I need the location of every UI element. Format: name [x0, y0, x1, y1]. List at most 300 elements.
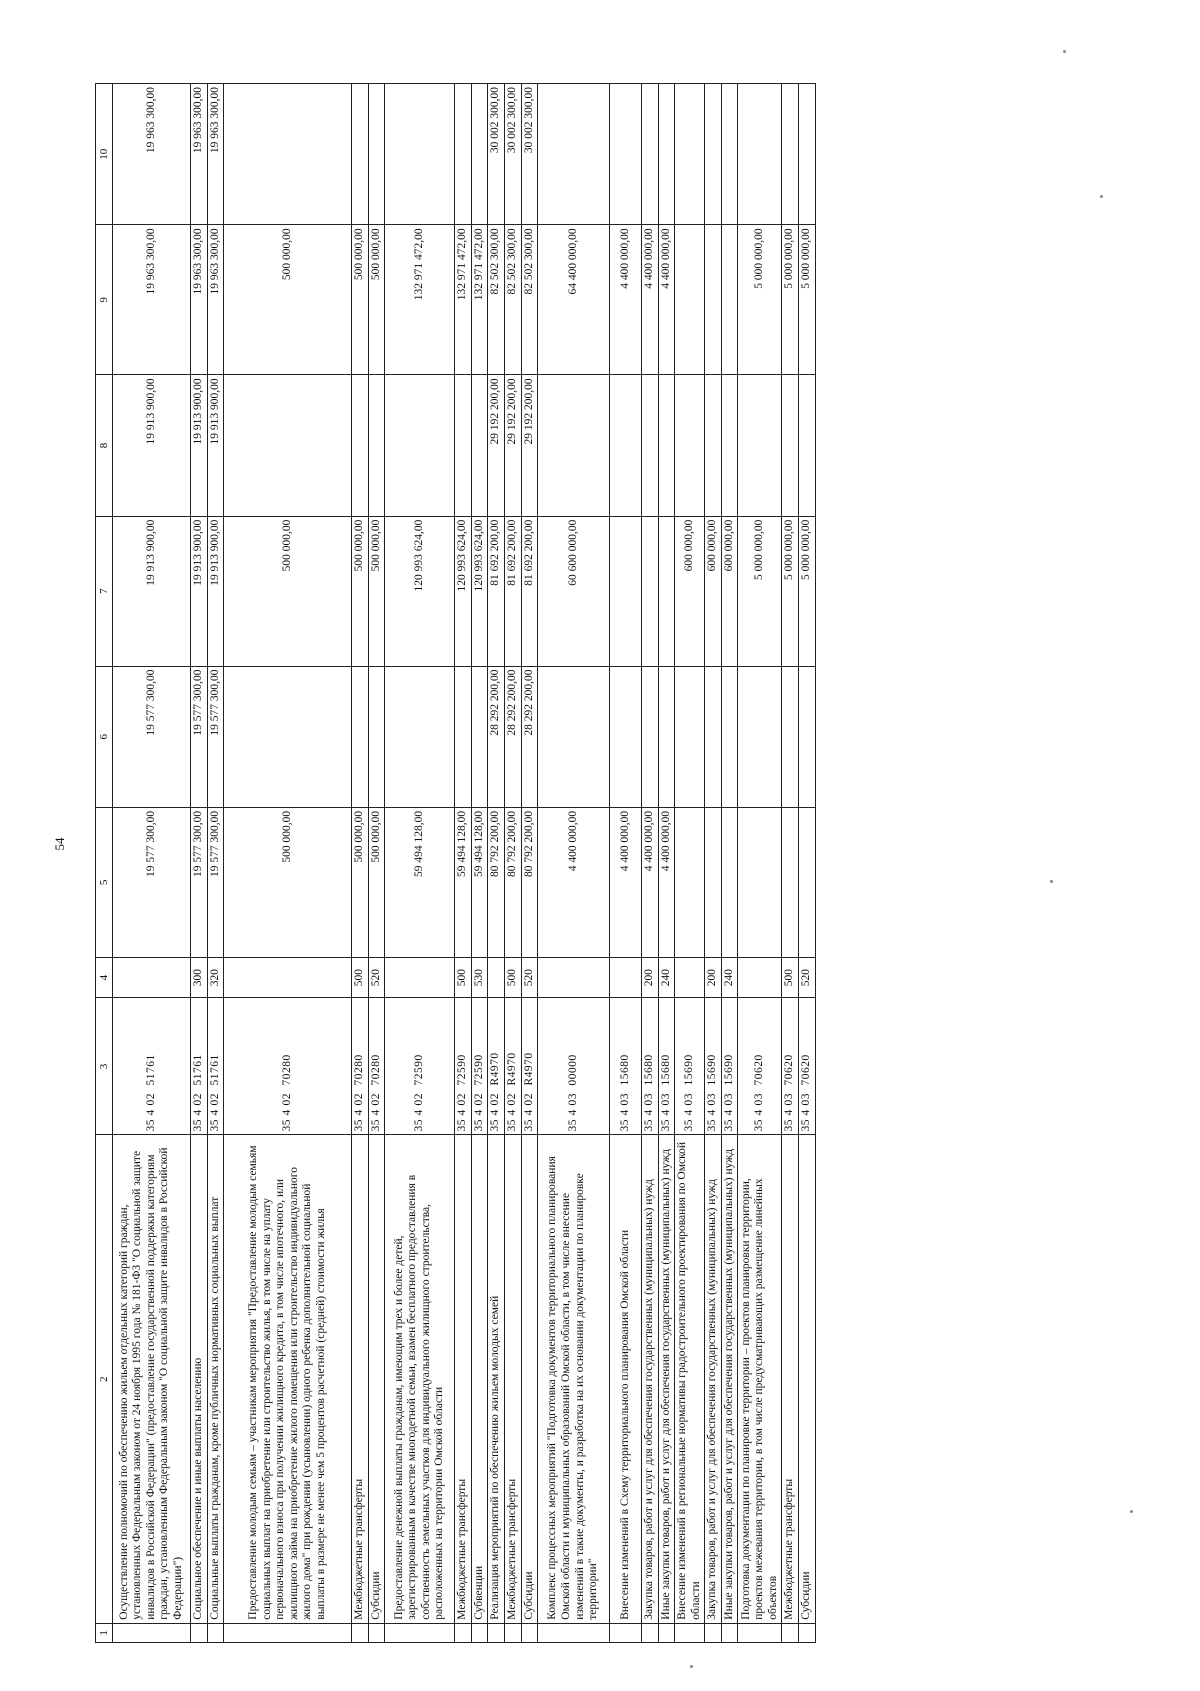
row-index-cell [455, 1623, 472, 1642]
code-part: 15680 [643, 1054, 656, 1086]
code-part: 35 [353, 1118, 366, 1132]
row-name: Закупка товаров, работ и услуг для обеспечения государственных (муниципальных) нужд [642, 1135, 659, 1623]
row-name: Межбюджетные трансферты [782, 1135, 799, 1623]
code-part: 15690 [722, 1054, 735, 1086]
row-amount-v6: 28 292 200,00 [521, 666, 538, 807]
code-part: 35 [192, 1118, 204, 1132]
row-amount-v5 [738, 807, 782, 957]
row-amount-v9: 19 963 300,00 [191, 225, 208, 375]
code-part: 03 [682, 1092, 695, 1106]
row-amount-v7: 120 993 624,00 [455, 516, 472, 666]
row-expense-type: 200 [642, 957, 659, 998]
row-expense-type: 320 [207, 957, 224, 998]
code-part: 70620 [800, 1054, 812, 1086]
code-part: 4 [682, 1109, 695, 1116]
code-part: 03 [566, 1092, 579, 1106]
row-code [610, 998, 642, 1135]
row-amount-v6: 28 292 200,00 [488, 666, 505, 807]
row-amount-v8 [352, 375, 369, 516]
row-code [538, 998, 610, 1135]
row-amount-v6: 19 577 300,00 [207, 666, 224, 807]
row-amount-v8 [705, 375, 722, 516]
row-amount-v8 [610, 375, 642, 516]
code-part: 4 [722, 1109, 735, 1116]
code-part: 72590 [412, 1054, 425, 1086]
table-body [113, 84, 816, 1643]
row-index-cell [368, 1623, 385, 1642]
code-part: 02 [472, 1092, 485, 1106]
row-index-cell [610, 1623, 642, 1642]
row-amount-v10 [721, 84, 738, 225]
row-amount-v5: 500 000,00 [224, 807, 352, 957]
table-row [675, 84, 705, 1643]
row-amount-v7: 5 000 000,00 [782, 516, 799, 666]
code-part: 70620 [753, 1054, 766, 1086]
row-name: Социальные выплаты гражданам, кроме публичных нормативных социальных выплат [207, 1135, 224, 1623]
row-index-cell [799, 1623, 816, 1642]
row-expense-type [113, 957, 191, 998]
table-row [538, 84, 610, 1643]
code-part: 4 [369, 1109, 382, 1116]
header-cell-2: 2 [96, 1135, 113, 1623]
code-part: 15690 [706, 1054, 719, 1086]
code-part: 02 [192, 1092, 204, 1106]
row-amount-v7: 600 000,00 [721, 516, 738, 666]
row-amount-v9: 132 971 472,00 [471, 225, 488, 375]
code-part: R4970 [505, 1052, 518, 1086]
row-amount-v7: 5 000 000,00 [738, 516, 782, 666]
row-amount-v9: 19 963 300,00 [113, 225, 191, 375]
code-part: 02 [412, 1092, 425, 1106]
row-amount-v5: 4 400 000,00 [642, 807, 659, 957]
row-amount-v9: 5 000 000,00 [738, 225, 782, 375]
code-part: 35 [722, 1118, 735, 1132]
code-part: 35 [643, 1118, 656, 1132]
code-part: 51761 [192, 1054, 204, 1086]
code-part: 35 [706, 1118, 719, 1132]
row-amount-v5: 500 000,00 [352, 807, 369, 957]
row-expense-type [738, 957, 782, 998]
table-row [705, 84, 722, 1643]
table-row [642, 84, 659, 1643]
row-amount-v9 [721, 225, 738, 375]
row-code [207, 998, 224, 1135]
row-amount-v6 [721, 666, 738, 807]
row-amount-v5 [799, 807, 816, 957]
row-amount-v9: 82 502 300,00 [488, 225, 505, 375]
table-row [455, 84, 472, 1643]
row-amount-v9: 132 971 472,00 [385, 225, 455, 375]
table-row [721, 84, 738, 1643]
row-amount-v8 [538, 375, 610, 516]
row-index-cell [352, 1623, 369, 1642]
row-amount-v8: 19 913 900,00 [113, 375, 191, 516]
row-amount-v6 [658, 666, 675, 807]
row-name: Иные закупки товаров, работ и услуг для обеспечения государственных (муниципальных) нужд [721, 1135, 738, 1623]
row-index-cell [504, 1623, 521, 1642]
header-cell-3: 3 [96, 998, 113, 1135]
row-expense-type: 500 [782, 957, 799, 998]
code-part: 00000 [566, 1054, 579, 1086]
header-cell-7: 7 [96, 516, 113, 666]
row-name: Внесение изменений в региональные нормативы градостроительного проектирования по Омской области [675, 1135, 705, 1623]
row-amount-v8 [721, 375, 738, 516]
row-amount-v8 [658, 375, 675, 516]
row-code [224, 998, 352, 1135]
code-part: 02 [522, 1092, 535, 1106]
code-part: 4 [505, 1109, 518, 1116]
row-amount-v6: 19 577 300,00 [113, 666, 191, 807]
page-number: 54 [52, 837, 67, 851]
row-amount-v7: 120 993 624,00 [471, 516, 488, 666]
table-row [521, 84, 538, 1643]
code-part: 4 [800, 1109, 812, 1116]
scan-speck [1130, 1510, 1133, 1513]
code-part: 02 [144, 1092, 157, 1106]
row-code [488, 998, 505, 1135]
row-index-cell [675, 1623, 705, 1642]
row-amount-v8 [368, 375, 385, 516]
code-part: 02 [208, 1092, 221, 1106]
row-expense-type: 520 [368, 957, 385, 998]
row-amount-v6 [455, 666, 472, 807]
row-amount-v5: 4 400 000,00 [658, 807, 675, 957]
row-amount-v10 [782, 84, 799, 225]
row-amount-v9: 4 400 000,00 [642, 225, 659, 375]
row-index-cell [738, 1623, 782, 1642]
row-amount-v10 [642, 84, 659, 225]
table-row [191, 84, 208, 1643]
row-index-cell [207, 1623, 224, 1642]
code-part: 03 [618, 1092, 631, 1106]
row-code [368, 998, 385, 1135]
row-index-cell [385, 1623, 455, 1642]
row-code [658, 998, 675, 1135]
row-amount-v8 [675, 375, 705, 516]
code-part: 35 [566, 1118, 579, 1132]
row-amount-v6 [471, 666, 488, 807]
code-part: 15690 [682, 1054, 695, 1086]
row-name: Подготовка документации по планировке территории – проектов планировки территории, проектов межевания территории, в том числе предусматривающих размещение линейных объектов [738, 1135, 782, 1623]
header-cell-9: 9 [96, 225, 113, 375]
row-code [705, 998, 722, 1135]
code-part: 4 [412, 1109, 425, 1116]
row-amount-v9: 82 502 300,00 [504, 225, 521, 375]
table-row [224, 84, 352, 1643]
scan-speck [690, 1665, 693, 1668]
code-part: 70280 [369, 1054, 382, 1086]
row-index-cell [658, 1623, 675, 1642]
row-amount-v6: 19 577 300,00 [191, 666, 208, 807]
row-amount-v6: 28 292 200,00 [504, 666, 521, 807]
budget-table-wrapper [95, 63, 1095, 1643]
row-amount-v10 [471, 84, 488, 225]
code-part: 35 [618, 1118, 631, 1132]
table-row [488, 84, 505, 1643]
row-index-cell [721, 1623, 738, 1642]
code-part: 15680 [618, 1054, 631, 1086]
row-amount-v10 [368, 84, 385, 225]
row-amount-v6 [224, 666, 352, 807]
row-amount-v7: 500 000,00 [368, 516, 385, 666]
row-code [799, 998, 816, 1135]
table-row [658, 84, 675, 1643]
row-amount-v7: 500 000,00 [224, 516, 352, 666]
scan-speck [1100, 195, 1103, 198]
row-expense-type: 500 [352, 957, 369, 998]
scan-speck [1063, 50, 1066, 53]
row-code [191, 998, 208, 1135]
row-amount-v7 [610, 516, 642, 666]
row-index-cell [642, 1623, 659, 1642]
row-amount-v6 [705, 666, 722, 807]
row-amount-v7: 19 913 900,00 [191, 516, 208, 666]
code-part: 35 [783, 1118, 796, 1132]
row-amount-v9: 132 971 472,00 [455, 225, 472, 375]
row-name: Межбюджетные трансферты [352, 1135, 369, 1623]
code-part: 4 [566, 1109, 579, 1116]
row-amount-v10 [385, 84, 455, 225]
row-amount-v10: 30 002 300,00 [488, 84, 505, 225]
row-amount-v5: 4 400 000,00 [538, 807, 610, 957]
row-amount-v9: 500 000,00 [368, 225, 385, 375]
row-expense-type: 300 [191, 957, 208, 998]
code-part: 02 [456, 1092, 469, 1106]
table-row [504, 84, 521, 1643]
code-part: 35 [800, 1118, 812, 1132]
row-expense-type: 520 [799, 957, 816, 998]
row-amount-v10: 30 002 300,00 [504, 84, 521, 225]
row-code [455, 998, 472, 1135]
table-row [799, 84, 816, 1643]
code-part: R4970 [489, 1052, 502, 1086]
code-part: 35 [472, 1118, 485, 1132]
row-name: Субвенции [471, 1135, 488, 1623]
row-amount-v10 [738, 84, 782, 225]
row-amount-v7: 81 692 200,00 [504, 516, 521, 666]
code-part: 4 [456, 1109, 469, 1116]
row-amount-v8: 29 192 200,00 [504, 375, 521, 516]
code-part: 35 [412, 1118, 425, 1132]
row-amount-v6 [738, 666, 782, 807]
row-amount-v5 [782, 807, 799, 957]
row-amount-v10 [455, 84, 472, 225]
row-expense-type [224, 957, 352, 998]
code-part: 02 [489, 1092, 502, 1106]
code-part: 70280 [353, 1054, 366, 1086]
row-amount-v9: 4 400 000,00 [658, 225, 675, 375]
row-amount-v7: 60 600 000,00 [538, 516, 610, 666]
row-amount-v9 [675, 225, 705, 375]
row-amount-v8 [471, 375, 488, 516]
row-amount-v6 [610, 666, 642, 807]
row-expense-type: 200 [705, 957, 722, 998]
row-amount-v8 [224, 375, 352, 516]
row-name: Внесение изменений в Схему территориального планирования Омской области [610, 1135, 642, 1623]
code-part: 70620 [783, 1054, 796, 1086]
code-part: 35 [456, 1118, 469, 1132]
row-index-cell [488, 1623, 505, 1642]
row-amount-v6 [642, 666, 659, 807]
code-part: 4 [192, 1109, 204, 1116]
code-part: 35 [522, 1118, 535, 1132]
row-amount-v5: 80 792 200,00 [504, 807, 521, 957]
row-code [782, 998, 799, 1135]
row-amount-v5: 59 494 128,00 [385, 807, 455, 957]
code-part: 03 [643, 1092, 656, 1106]
row-amount-v6 [799, 666, 816, 807]
code-part: 35 [144, 1118, 157, 1132]
row-amount-v10 [675, 84, 705, 225]
code-part: 51761 [144, 1054, 157, 1086]
row-amount-v10 [352, 84, 369, 225]
row-name: Субсидии [521, 1135, 538, 1623]
row-amount-v8 [385, 375, 455, 516]
row-amount-v7: 600 000,00 [675, 516, 705, 666]
scan-speck [1050, 880, 1053, 883]
row-amount-v10: 19 963 300,00 [207, 84, 224, 225]
table-row [368, 84, 385, 1643]
table-row [782, 84, 799, 1643]
row-amount-v5: 59 494 128,00 [455, 807, 472, 957]
row-expense-type [385, 957, 455, 998]
row-amount-v7 [642, 516, 659, 666]
row-index-cell [521, 1623, 538, 1642]
code-part: 35 [489, 1118, 502, 1132]
row-name: Осуществление полномочий по обеспечению жильем отдельных категорий граждан, установленных Федеральным законом от 24 ноября 1995 года № 181-ФЗ "О социальной защите инвалидов в Российской Федерации" (предоставление государственной поддержки категориям граждан, установленным Федеральным законом "О социальной защите инвалидов в Российской Федерации") [113, 1135, 191, 1623]
row-code [642, 998, 659, 1135]
code-part: 35 [280, 1118, 293, 1132]
row-expense-type [610, 957, 642, 998]
row-amount-v6 [368, 666, 385, 807]
row-amount-v9: 64 400 000,00 [538, 225, 610, 375]
code-part: 02 [505, 1092, 518, 1106]
row-name: Комплекс процессных мероприятий "Подготовка документов территориального планирования Омской области и муниципальных образований Омской области, в том числе внесение изменений в такие документы, и разработка на их основании документации по планировке территории" [538, 1135, 610, 1623]
row-expense-type: 530 [471, 957, 488, 998]
code-part: 4 [208, 1109, 221, 1116]
row-amount-v10 [538, 84, 610, 225]
row-amount-v7: 120 993 624,00 [385, 516, 455, 666]
row-name: Межбюджетные трансферты [455, 1135, 472, 1623]
row-amount-v9 [705, 225, 722, 375]
row-amount-v5: 4 400 000,00 [610, 807, 642, 957]
row-code [385, 998, 455, 1135]
code-part: 4 [472, 1109, 485, 1116]
row-amount-v9: 5 000 000,00 [782, 225, 799, 375]
code-part: 72590 [472, 1054, 485, 1086]
row-index-cell [782, 1623, 799, 1642]
code-part: 15680 [659, 1054, 672, 1086]
row-name: Предоставление денежной выплаты гражданам, имеющим трех и более детей, зарегистрированным в качестве многодетной семьи, взамен бесплатного предоставления в собственность земельных участков для индивидуального жилищного строительства, расположенных на территории Омской области [385, 1135, 455, 1623]
row-amount-v8 [455, 375, 472, 516]
row-amount-v6 [538, 666, 610, 807]
row-amount-v5: 80 792 200,00 [521, 807, 538, 957]
header-cell-4: 4 [96, 957, 113, 998]
header-cell-6: 6 [96, 666, 113, 807]
code-part: 03 [706, 1092, 719, 1106]
row-amount-v8 [782, 375, 799, 516]
row-amount-v10 [658, 84, 675, 225]
row-amount-v9: 500 000,00 [352, 225, 369, 375]
budget-table [95, 83, 816, 1643]
row-expense-type [538, 957, 610, 998]
row-name: Реализация мероприятий по обеспечению жильем молодых семей [488, 1135, 505, 1623]
code-part: 4 [618, 1109, 631, 1116]
row-code [504, 998, 521, 1135]
code-part: 4 [144, 1109, 157, 1116]
header-cell-10: 10 [96, 84, 113, 225]
code-part: 4 [643, 1109, 656, 1116]
row-expense-type: 500 [455, 957, 472, 998]
row-amount-v5: 500 000,00 [368, 807, 385, 957]
row-amount-v7 [658, 516, 675, 666]
row-index-cell [113, 1623, 191, 1642]
row-amount-v6 [675, 666, 705, 807]
code-part: 35 [208, 1118, 221, 1132]
header-cell-8: 8 [96, 375, 113, 516]
row-code [521, 998, 538, 1135]
row-amount-v5 [705, 807, 722, 957]
row-amount-v8: 19 913 900,00 [191, 375, 208, 516]
row-amount-v7: 500 000,00 [352, 516, 369, 666]
row-name: Закупка товаров, работ и услуг для обеспечения государственных (муниципальных) нужд [705, 1135, 722, 1623]
code-part: 4 [706, 1109, 719, 1116]
code-part: 72590 [456, 1054, 469, 1086]
code-part: 4 [753, 1109, 766, 1116]
row-amount-v10 [705, 84, 722, 225]
row-index-cell [191, 1623, 208, 1642]
row-amount-v9: 4 400 000,00 [610, 225, 642, 375]
code-part: 35 [659, 1118, 672, 1132]
row-expense-type: 240 [658, 957, 675, 998]
row-amount-v7: 81 692 200,00 [488, 516, 505, 666]
row-amount-v6 [352, 666, 369, 807]
table-row [207, 84, 224, 1643]
header-row [96, 84, 113, 1643]
row-amount-v8 [642, 375, 659, 516]
row-amount-v5: 59 494 128,00 [471, 807, 488, 957]
code-part: 02 [369, 1092, 382, 1106]
row-code [738, 998, 782, 1135]
row-expense-type [488, 957, 505, 998]
code-part: 35 [753, 1118, 766, 1132]
code-part: 4 [783, 1109, 796, 1116]
row-amount-v7: 19 913 900,00 [113, 516, 191, 666]
code-part: 35 [505, 1118, 518, 1132]
row-amount-v5: 19 577 300,00 [113, 807, 191, 957]
row-name: Предоставление молодым семьям – участникам мероприятия "Предоставление молодым семьям социальных выплат на приобретение или строительство жилья, в том числе на уплату первоначального взноса при получении жилищного кредита, в том числе ипотечного, или жилищного займа на приобретение жилого помещения или строительство индивидуального жилого дома" при рождении (усыновлении) одного ребенка дополнительной социальной выплаты в размере не менее чем 5 процентов расчетной (средней) стоимости жилья [224, 1135, 352, 1623]
table-row [738, 84, 782, 1643]
row-amount-v6 [782, 666, 799, 807]
code-part: 4 [659, 1109, 672, 1116]
code-part: 02 [353, 1092, 366, 1106]
row-name: Иные закупки товаров, работ и услуг для обеспечения государственных (муниципальных) нужд [658, 1135, 675, 1623]
code-part: 03 [800, 1092, 812, 1106]
row-amount-v9: 500 000,00 [224, 225, 352, 375]
table-row [610, 84, 642, 1643]
row-amount-v10 [224, 84, 352, 225]
row-amount-v5: 80 792 200,00 [488, 807, 505, 957]
header-cell-5: 5 [96, 807, 113, 957]
code-part: 02 [280, 1092, 293, 1106]
row-amount-v7: 5 000 000,00 [799, 516, 816, 666]
row-amount-v5 [675, 807, 705, 957]
row-amount-v8: 19 913 900,00 [207, 375, 224, 516]
code-part: 03 [722, 1092, 735, 1106]
row-index-cell [224, 1623, 352, 1642]
row-index-cell [705, 1623, 722, 1642]
row-code [113, 998, 191, 1135]
